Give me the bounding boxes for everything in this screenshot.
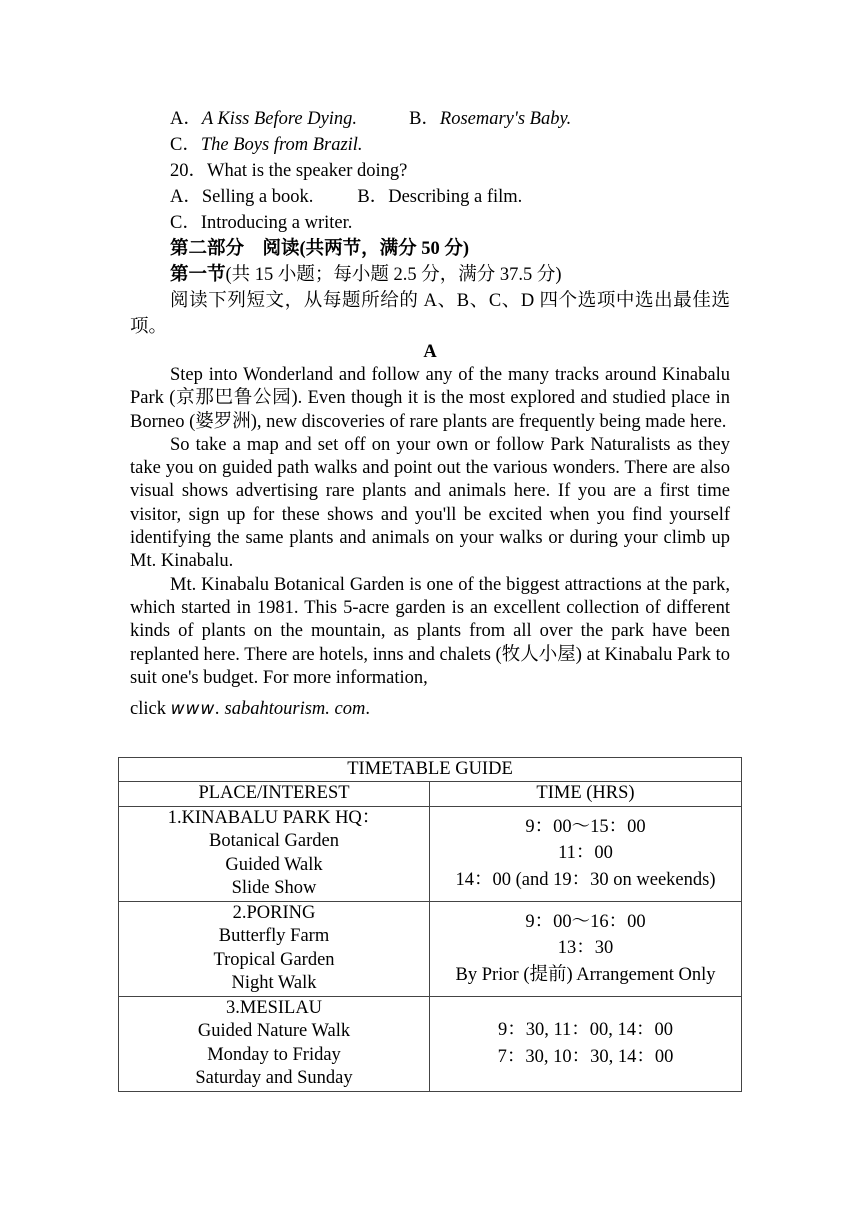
table-row-times	[430, 901, 742, 996]
part-title: 第二部分 阅读(共两节，满分 50 分)	[170, 239, 470, 259]
option-c-text: The Boys from Brazil.	[200, 135, 363, 155]
passage-paragraph-1: Step into Wonderland and follow any of the many tracks around Kinabalu Park (京那巴鲁公园). Even though it is the most explored and studied place in Borneo (婆罗洲), new discoveries of rare plants are frequently being made here.	[130, 365, 730, 432]
place-heading: 3.MESILAU	[225, 998, 323, 1018]
time-value: 9：00～15：00	[525, 816, 646, 837]
column-header-place: PLACE/INTEREST	[119, 782, 430, 806]
section-subtitle-rest: (共 15 小题；每小题 2.5 分，满分 37.5 分)	[225, 265, 562, 285]
passage-paragraph-2: So take a map and set off on your own or follow Park Naturalists as they take you on guided path walks and point out the various wonders. There are also visual shows advertising rare plants and animals here. If you are a first time visitor, sign up for these shows and you'll be excited when you find yourself identifying the same plants and animals on your walks or during your climb up Mt. Kinabalu.	[130, 434, 730, 572]
link-period: .	[365, 699, 370, 720]
website-link-www: www	[170, 699, 216, 720]
table-row-place	[119, 806, 430, 901]
table-row-place	[119, 901, 430, 996]
place-item: Botanical Garden	[209, 831, 339, 852]
q20-question: 20．What is the speaker doing?	[170, 161, 408, 181]
q19-option-line-c	[130, 132, 730, 158]
table-row-times	[430, 806, 742, 901]
option-a-text: A Kiss Before Dying.	[201, 109, 358, 129]
q20-option-a: A．Selling a book.	[170, 187, 314, 207]
place-heading: 2.PORING	[232, 903, 316, 923]
place-item: Butterfly Farm	[218, 926, 330, 947]
section-subtitle-bold: 第一节	[170, 265, 226, 285]
option-c-letter: C．	[170, 135, 201, 155]
place-item: Guided Walk	[225, 854, 323, 875]
time-value: 7：30, 10：30, 14：00	[497, 1046, 674, 1067]
table-row-times	[430, 996, 742, 1091]
option-a-letter: A．	[170, 109, 202, 129]
time-value: 11：00	[558, 843, 613, 864]
click-prefix: click	[130, 699, 171, 720]
option-b-text: Rosemary's Baby.	[439, 109, 572, 129]
website-link-domain: . sabahtourism. com	[215, 699, 366, 720]
place-heading: 1.KINABALU PARK HQ：	[167, 808, 381, 828]
column-header-time: TIME (HRS)	[430, 782, 742, 806]
time-value: 9：00～16：00	[525, 911, 646, 932]
time-value: 13：30	[557, 938, 614, 959]
place-item: Tropical Garden	[213, 949, 335, 970]
place-item: Slide Show	[231, 877, 317, 898]
table-row-place	[119, 996, 430, 1091]
place-item: Monday to Friday	[207, 1044, 341, 1065]
passage-heading: A	[423, 342, 437, 362]
q19-option-line-ab	[130, 106, 730, 132]
section-subtitle	[130, 262, 730, 288]
time-value: 14：00 (and 19：30 on weekends)	[455, 869, 716, 890]
q20-option-line-ab	[130, 184, 730, 210]
instruction-text: 阅读下列短文，从每题所给的 A、B、C、D 四个选项中选出最佳选项。	[130, 291, 730, 337]
time-value: By Prior (提前) Arrangement Only	[455, 964, 716, 985]
document-page	[130, 106, 730, 722]
place-item: Guided Nature Walk	[197, 1021, 351, 1042]
q20-option-c: C．Introducing a writer.	[170, 213, 353, 233]
more-info-line	[130, 696, 730, 722]
option-b-letter: B．	[409, 109, 440, 129]
timetable	[118, 757, 742, 1092]
time-value: 9：30, 11：00, 14：00	[497, 1020, 674, 1041]
q20-option-b: B．Describing a film.	[357, 187, 523, 207]
place-item: Night Walk	[231, 972, 317, 993]
passage-paragraph-3: Mt. Kinabalu Botanical Garden is one of the biggest attractions at the park, which started in 1981. This 5-acre garden is an excellent collection of different kinds of plants on the mountain, as plants from all over the park have been replanted here. There are hotels, inns and chalets (牧人小屋) at Kinabalu Park to suit one's budget. For more information,	[130, 574, 730, 688]
timetable-title: TIMETABLE GUIDE	[119, 758, 742, 782]
place-item: Saturday and Sunday	[195, 1067, 353, 1088]
